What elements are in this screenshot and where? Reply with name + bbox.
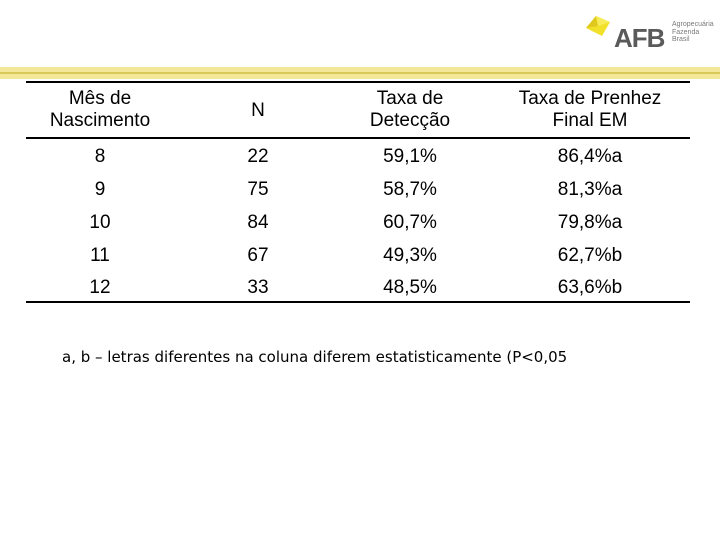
table-cell: 60,7% <box>383 212 437 233</box>
table-cell: 11 <box>90 245 110 266</box>
logo-subtitle-line: Fazenda <box>672 28 700 36</box>
table-cell: 12 <box>89 277 111 298</box>
logo-wordmark: AFB <box>614 23 665 53</box>
table-cell: 81,3%a <box>557 179 623 200</box>
table-header-rule <box>26 137 690 139</box>
table-cell: 62,7%b <box>557 245 623 266</box>
footnote: a, b – letras diferentes na coluna diferem estatisticamente (P<0,05 <box>62 348 568 366</box>
table-cell: 75 <box>247 179 269 200</box>
table-cell: 33 <box>247 277 269 298</box>
header-line: Mês de <box>68 88 132 109</box>
logo-subtitle-line: Brasil <box>672 36 690 43</box>
table-cell: 59,1% <box>383 146 437 167</box>
table-bottom-rule <box>26 301 690 303</box>
header-line: N <box>251 100 265 121</box>
table-cell: 49,3% <box>383 245 437 266</box>
table-cell: 79,8%a <box>557 212 623 233</box>
header-n <box>218 100 298 122</box>
header-line: Taxa de Prenhez <box>518 88 662 109</box>
table-cell: 8 <box>94 146 106 167</box>
header-taxa-deteccao <box>340 88 480 132</box>
table-cell: 58,7% <box>383 179 437 200</box>
table-cell: 22 <box>247 146 269 167</box>
table-cell: 63,6%b <box>557 277 623 298</box>
table-top-rule <box>26 81 690 83</box>
header-mes-nascimento <box>40 88 160 132</box>
table-cell: 10 <box>89 212 111 233</box>
logo-subtitle-line: Agropecuária <box>672 21 714 28</box>
header-band-line <box>0 72 720 74</box>
table-cell: 48,5% <box>383 277 437 298</box>
table-cell: 84 <box>247 212 269 233</box>
header-line: Taxa de <box>376 88 444 109</box>
header-line: Nascimento <box>49 110 151 131</box>
logo-subtitle <box>672 21 714 44</box>
header-line: Detecção <box>369 110 451 131</box>
table-cell: 67 <box>247 245 269 266</box>
table-cell: 86,4%a <box>557 146 623 167</box>
afb-logo <box>582 8 716 52</box>
table-cell: 9 <box>94 179 106 200</box>
header-line: Final EM <box>552 110 628 131</box>
leaf-logo-icon <box>582 8 612 52</box>
header-taxa-prenhez <box>500 88 680 132</box>
